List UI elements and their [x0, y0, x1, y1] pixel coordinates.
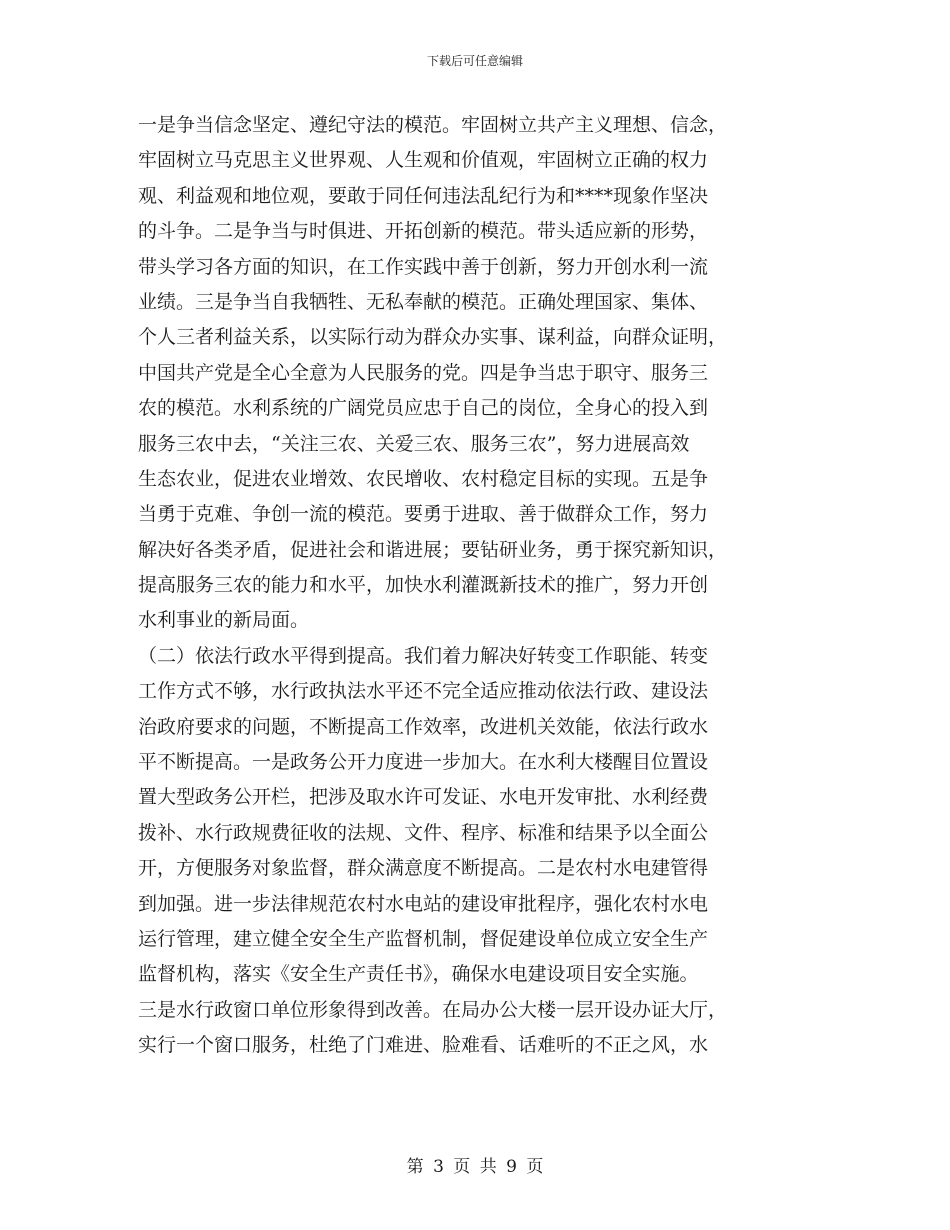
text-line: 个人三者利益关系，以实际行动为群众办实事、谋利益，向群众证明，	[138, 326, 728, 349]
text-line: 提高服务三农的能力和水平，加快水利灌溉新技术的推广，努力开创	[138, 574, 709, 597]
text-line: 牢固树立马克思主义世界观、人生观和价值观，牢固树立正确的权力	[138, 149, 709, 172]
text-line: 水利事业的新局面。	[138, 609, 310, 632]
text-line: 农的模范。水利系统的广阔党员应忠于自己的岗位，全身心的投入到	[138, 397, 709, 420]
text-line: 业绩。三是争当自我牺牲、无私奉献的模范。正确处理国家、集体、	[138, 290, 709, 313]
text-line: 平不断提高。一是政务公开力度进一步加大。在水利大楼醒目位置设	[138, 751, 709, 774]
text-line: 治政府要求的问题，不断提高工作效率，改进机关效能，依法行政水	[138, 715, 709, 738]
text-line: 当勇于克难、争创一流的模范。要勇于进取、善于做群众工作，努力	[138, 503, 709, 526]
text-line: 置大型政务公开栏，把涉及取水许可发证、水电开发审批、水利经费	[138, 786, 709, 809]
text-line: 实行一个窗口服务，杜绝了门难进、脸难看、话难听的不正之风，水	[138, 1034, 709, 1057]
body-text	[138, 108, 814, 1064]
text-line: （二）依法行政水平得到提高。我们着力解决好转变工作职能、转变	[138, 644, 709, 667]
page-footer: 第 3 页 共 9 页	[406, 1157, 544, 1177]
text-line: 观、利益观和地位观，要敢于同任何违法乱纪行为和****现象作坚决	[138, 184, 709, 207]
text-line: 拨补、水行政规费征收的法规、文件、程序、标准和结果予以全面公	[138, 821, 709, 844]
text-line: 运行管理，建立健全安全生产监督机制，督促建设单位成立安全生产	[138, 927, 709, 950]
text-line: 带头学习各方面的知识，在工作实践中善于创新，努力开创水利一流	[138, 255, 709, 278]
text-line: 服务三农中去，“关注三农、关爱三农、服务三农”，努力进展高效	[138, 432, 690, 455]
text-line: 监督机构，落实《安全生产责任书》，确保水电建设项目安全实施。	[138, 963, 699, 986]
text-line: 一是争当信念坚定、遵纪守法的模范。牢固树立共产主义理想、信念，	[138, 114, 728, 136]
text-line: 生态农业，促进农业增效、农民增收、农村稳定目标的实现。五是争	[138, 467, 709, 490]
text-line: 的斗争。二是争当与时俱进、开拓创新的模范。带头适应新的形势，	[138, 220, 709, 243]
text-line: 三是水行政窗口单位形象得到改善。在局办公大楼一层开设办证大厅，	[138, 998, 728, 1021]
page-header: 下载后可任意编辑	[426, 54, 523, 68]
text-line: 开，方便服务对象监督，群众满意度不断提高。二是农村水电建管得	[138, 857, 709, 880]
text-line: 解决好各类矛盾，促进社会和谐进展；要钻研业务，勇于探究新知识，	[138, 538, 728, 561]
text-line: 到加强。进一步法律规范农村水电站的建设审批程序，强化农村水电	[138, 892, 709, 915]
text-line: 工作方式不够，水行政执法水平还不完全适应推动依法行政、建设法	[138, 680, 709, 703]
text-line: 中国共产党是全心全意为人民服务的党。四是争当忠于职守、服务三	[138, 361, 709, 384]
